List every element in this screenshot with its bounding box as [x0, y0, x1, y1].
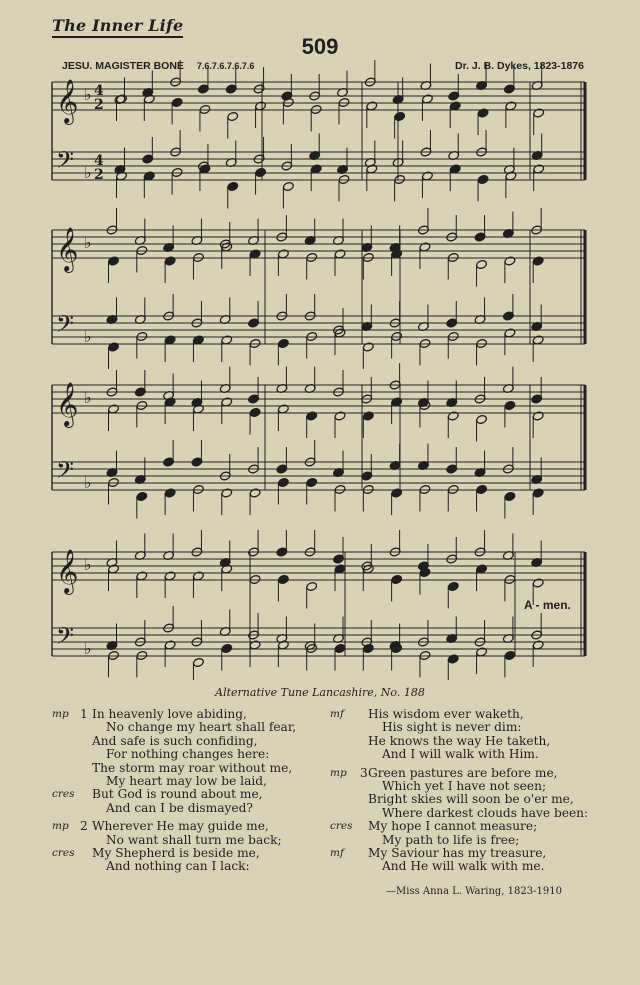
note-head	[362, 643, 374, 653]
verse-text: And can I be dismayed?	[106, 800, 253, 815]
verse-text: My Shepherd is beside me,	[92, 845, 260, 860]
verse-text: And He will walk with me.	[382, 859, 545, 874]
verse-text: And I will walk with Him.	[382, 747, 539, 762]
note-head	[227, 111, 239, 121]
note-head	[249, 338, 261, 348]
bass-clef-icon: 𝄢	[56, 622, 75, 655]
verse-text: In heavenly love abiding,	[92, 707, 247, 721]
note-head	[477, 108, 489, 118]
verse-line	[330, 721, 600, 734]
note-head	[391, 488, 403, 498]
dynamic-marking: cres	[52, 788, 75, 801]
tune-name: JESU. MAGISTER BONE	[62, 60, 184, 72]
treble-clef-icon: 𝄞	[56, 549, 79, 593]
note-head	[136, 650, 148, 660]
note-head	[338, 174, 350, 184]
verse-line	[52, 762, 322, 775]
verse-line	[330, 780, 600, 793]
verse-line	[330, 748, 600, 761]
verse-text: Wherever He may guide me,	[92, 819, 269, 834]
dynamic-marking: mf	[330, 846, 344, 859]
verse-text: And safe is such confiding,	[92, 733, 258, 748]
dynamic-marking: cres	[52, 846, 75, 859]
flat-sign-icon: ♭	[84, 233, 92, 252]
note-head	[277, 338, 289, 348]
verse-text: For nothing changes here:	[106, 747, 270, 762]
flat-sign-icon: ♭	[84, 473, 92, 492]
verses	[0, 708, 640, 978]
verse-line	[52, 834, 322, 847]
verse-text: Where darkest clouds have been:	[382, 805, 589, 820]
author-credit: —Miss Anna L. Waring, 1823-1910	[386, 886, 562, 897]
flat-sign-icon: ♭	[84, 163, 92, 182]
dynamic-marking: mp	[52, 708, 69, 720]
note-head	[447, 252, 459, 262]
verse-text: He knows the way He taketh,	[368, 733, 551, 748]
note-head	[394, 174, 406, 184]
note-head	[447, 654, 459, 664]
note-head	[362, 342, 374, 352]
flat-sign-icon: ♭	[84, 327, 92, 346]
note-head	[504, 491, 516, 501]
note-head	[306, 411, 318, 421]
note-head	[164, 488, 176, 498]
stanza-number: 1	[80, 707, 88, 721]
note-head	[391, 574, 403, 584]
verse-line	[330, 708, 600, 721]
note-head	[419, 484, 431, 494]
verse-text: Which yet I have not seen;	[382, 778, 547, 793]
note-head	[391, 331, 403, 341]
tune-meter: 7.6.7.6.7.6.7.6	[196, 61, 255, 71]
note-head	[306, 252, 318, 262]
note-head	[255, 167, 267, 177]
note-head	[477, 174, 489, 184]
verse-line	[52, 788, 322, 801]
note-head	[306, 477, 318, 487]
verse-line	[330, 735, 600, 748]
note-head	[362, 252, 374, 262]
note-head	[447, 484, 459, 494]
treble-clef-icon: 𝄞	[56, 79, 79, 123]
verse-line	[52, 847, 322, 860]
note-head	[277, 477, 289, 487]
note-head	[164, 256, 176, 266]
note-head	[419, 650, 431, 660]
verse-text: My path to life is free;	[382, 832, 520, 847]
verse-line	[52, 820, 322, 833]
note-head	[334, 411, 346, 421]
verse-line	[330, 847, 600, 860]
note-head	[504, 650, 516, 660]
dynamic-marking: mp	[52, 820, 69, 833]
verse-text: Green pastures are before me,	[368, 765, 558, 780]
note-head	[447, 331, 459, 341]
note-head	[108, 477, 120, 487]
flat-sign-icon: ♭	[84, 555, 92, 574]
verse-line	[330, 807, 600, 820]
note-head	[193, 484, 205, 494]
verse-text: And nothing can I lack:	[106, 859, 250, 874]
note-head	[306, 331, 318, 341]
verse-text: My heart may low be laid,	[106, 773, 267, 788]
note-head	[199, 104, 211, 114]
time-signature-bottom: 2	[94, 167, 104, 183]
note-head	[193, 657, 205, 667]
note-head	[334, 643, 346, 653]
verse-line	[330, 834, 600, 847]
verse-line	[330, 860, 600, 873]
note-head	[221, 488, 233, 498]
verse-text: His sight is never dim:	[382, 720, 522, 735]
treble-clef-icon: 𝄞	[56, 227, 79, 271]
alternative-tune: Alternative Tune Lancashire, No. 188	[215, 686, 425, 699]
verse-text: My Saviour has my treasure,	[368, 845, 547, 860]
note-head	[476, 259, 488, 269]
verse-text: My hope I cannot measure;	[368, 819, 538, 834]
note-head	[136, 400, 148, 410]
verse-line	[330, 767, 600, 780]
note-head	[533, 108, 545, 118]
note-head	[476, 414, 488, 424]
note-head	[419, 338, 431, 348]
note-head	[310, 104, 322, 114]
treble-clef-icon: 𝄞	[56, 382, 79, 426]
composer: Dr. J. B. Dykes, 1823-1876	[454, 60, 584, 72]
time-signature-top: 4	[94, 83, 104, 99]
note-head	[532, 578, 544, 588]
verse-line	[330, 793, 600, 806]
note-head	[249, 574, 261, 584]
note-head	[334, 484, 346, 494]
note-head	[306, 581, 318, 591]
note-head	[221, 643, 233, 653]
note-head	[193, 252, 205, 262]
bass-clef-icon: 𝄢	[56, 310, 75, 343]
note-head	[362, 484, 374, 494]
verse-text: No change my heart shall fear,	[106, 720, 297, 735]
verse-line	[52, 721, 322, 734]
note-head	[136, 331, 148, 341]
note-head	[108, 342, 120, 352]
hymn-number: 509	[301, 34, 339, 59]
verses-right-column	[330, 708, 600, 874]
time-signature-bottom: 2	[94, 97, 104, 113]
note-head	[362, 411, 374, 421]
verses-left-column	[52, 708, 322, 874]
verse-text: His wisdom ever waketh,	[368, 707, 524, 721]
dynamic-marking: cres	[330, 820, 353, 833]
note-head	[447, 581, 459, 591]
note-head	[171, 97, 183, 107]
note-head	[277, 574, 289, 584]
dynamic-marking: mp	[330, 766, 347, 779]
stanza-number: 2	[80, 819, 88, 834]
note-head	[504, 256, 516, 266]
bass-clef-icon: 𝄢	[56, 146, 75, 179]
amen-text: A - men.	[524, 598, 571, 612]
note-head	[532, 411, 544, 421]
note-head	[108, 650, 120, 660]
note-head	[227, 181, 239, 191]
verse-line	[330, 820, 600, 833]
note-head	[476, 338, 488, 348]
note-head	[249, 407, 261, 417]
note-head	[338, 97, 350, 107]
verse-line	[52, 860, 322, 873]
verse-line	[52, 708, 322, 721]
verse-text: No want shall turn me back;	[106, 832, 282, 847]
stanza-number: 3	[360, 765, 368, 780]
flat-sign-icon: ♭	[84, 85, 92, 104]
flat-sign-icon: ♭	[84, 388, 92, 407]
running-head: The Inner Life	[52, 16, 183, 38]
time-signature-top: 4	[94, 153, 104, 169]
note-head	[171, 167, 183, 177]
note-head	[394, 111, 406, 121]
bass-clef-icon: 𝄢	[56, 456, 75, 489]
dynamic-marking: mf	[330, 708, 344, 720]
note-head	[108, 256, 120, 266]
note-head	[447, 411, 459, 421]
verse-line	[52, 748, 322, 761]
note-head	[282, 181, 294, 191]
verse-line	[52, 775, 322, 788]
note-head	[504, 400, 516, 410]
note-head	[476, 484, 488, 494]
verse-text: The storm may roar without me,	[92, 760, 293, 775]
note-head	[532, 256, 544, 266]
verse-text: Bright skies will soon be o'er me,	[368, 792, 574, 807]
verse-text: But God is round about me,	[92, 787, 263, 802]
flat-sign-icon: ♭	[84, 639, 92, 658]
note-head	[504, 574, 516, 584]
note-head	[136, 245, 148, 255]
verse-line	[52, 735, 322, 748]
note-head	[249, 488, 261, 498]
note-head	[532, 488, 544, 498]
note-head	[136, 491, 148, 501]
verse-line	[52, 802, 322, 815]
